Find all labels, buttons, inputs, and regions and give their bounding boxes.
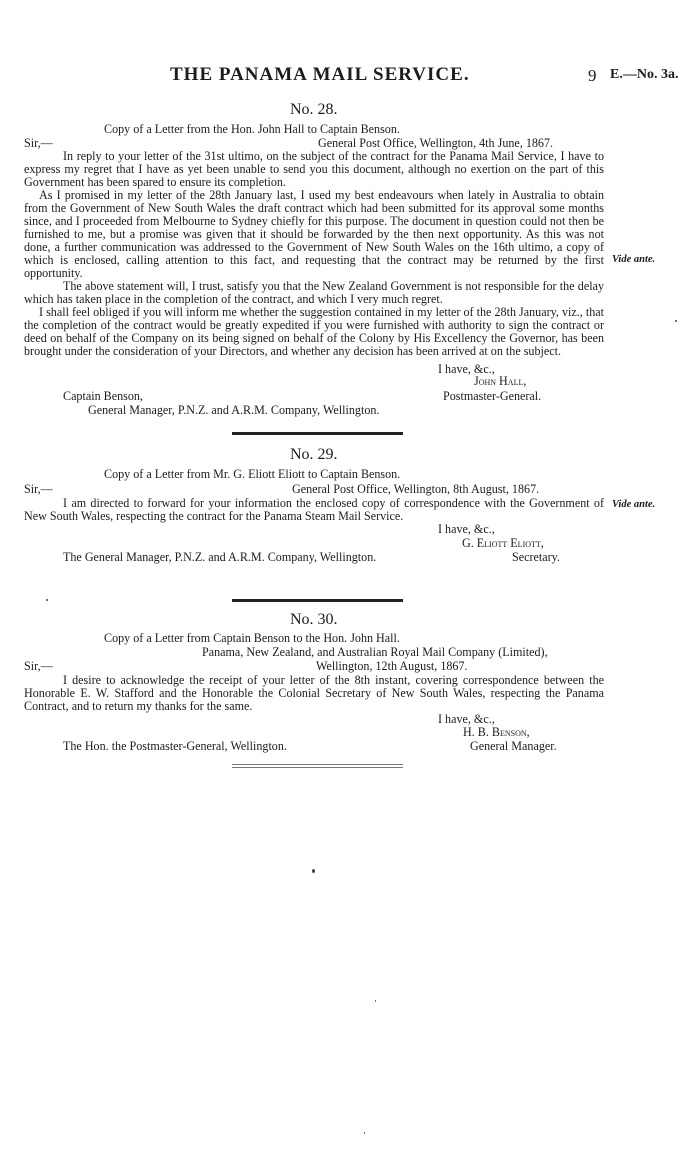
- scan-speck: [364, 1132, 365, 1134]
- addressee: General Manager, P.N.Z. and A.R.M. Company, Wellington.: [88, 403, 380, 417]
- addressee: The General Manager, P.N.Z. and A.R.M. Company, Wellington.: [63, 550, 377, 564]
- margin-note: Vide ante.: [612, 254, 656, 265]
- section-divider: [232, 599, 403, 602]
- letter-body: [24, 497, 604, 523]
- signature-title: Secretary.: [512, 550, 560, 564]
- signature-title: Postmaster-General.: [443, 389, 542, 403]
- letter-number: No. 29.: [290, 446, 338, 463]
- signature: John Hall,: [474, 374, 527, 388]
- end-rule: [232, 764, 403, 765]
- letter-caption: Copy of a Letter from Captain Benson to the Hon. John Hall.: [104, 631, 400, 645]
- section-divider: [232, 432, 403, 435]
- addressee: Captain Benson,: [63, 389, 143, 403]
- paragraph: I desire to acknowledge the receipt of your letter of the 8th instant, covering correspondence between the Honorable E. W. Stafford and the Honorable the Colonial Secretary of New South Wales, respecting the Panama Contract, and to return my thanks for the same.: [24, 673, 604, 713]
- signature: H. B. Benson,: [463, 725, 530, 739]
- scan-speck: [375, 1000, 376, 1002]
- paragraph: In reply to your letter of the 31st ultimo, on the subject of the contract for the Panama Mail Service, I have to express my regret that I have as yet been unable to send you this document, although no exertion on the part of this Government has been spared to ensure its completion.: [24, 149, 604, 189]
- scan-speck: [312, 869, 315, 873]
- place-date: General Post Office, Wellington, 4th June, 1867.: [318, 136, 554, 150]
- letter-caption: Copy of a Letter from Mr. G. Eliott Eliott to Captain Benson.: [104, 467, 401, 481]
- letter-number: No. 30.: [290, 611, 338, 628]
- page-number: 9: [588, 66, 597, 85]
- paragraph: As I promised in my letter of the 28th January last, I used my best endeavours when lately in Australia to obtain from the Government of New South Wales the draft contract which had been submitted for its approval some months since, and I proceeded from Melbourne to Sydney chiefly for this purpose. The document in question could not then be furnished to me, but a promise was given that it should be forwarded by the then next opportunity. As this was not done, a further communication was addressed to the Government of New South Wales on the 16th ultimo, a copy of which is enclosed, calling attention to this fact, and requesting that the contract may be returned by the first opportunity.: [24, 188, 604, 280]
- salutation: Sir,—: [24, 136, 53, 150]
- addressee: The Hon. the Postmaster-General, Wellington.: [63, 739, 287, 753]
- document-reference: E.—No. 3a.: [610, 67, 679, 82]
- closing: I have, &c.,: [438, 712, 495, 726]
- letter-body: [24, 150, 604, 358]
- end-rule: [232, 767, 403, 768]
- closing: I have, &c.,: [438, 522, 495, 536]
- company-name: Panama, New Zealand, and Australian Royal Mail Company (Limited),: [202, 645, 548, 659]
- letter-number: No. 28.: [290, 101, 338, 118]
- scan-speck: [675, 320, 677, 322]
- signature-title: General Manager.: [470, 739, 557, 753]
- place-date: Wellington, 12th August, 1867.: [316, 659, 468, 673]
- salutation: Sir,—: [24, 659, 53, 673]
- paragraph: I am directed to forward for your information the enclosed copy of correspondence with the Government of New South Wales, respecting the contract for the Panama Steam Mail Service.: [24, 496, 604, 523]
- letter-caption: Copy of a Letter from the Hon. John Hall to Captain Benson.: [104, 122, 400, 136]
- salutation: Sir,—: [24, 482, 53, 496]
- place-date: General Post Office, Wellington, 8th August, 1867.: [292, 482, 540, 496]
- paragraph: The above statement will, I trust, satisfy you that the New Zealand Government is not responsible for the delay which has taken place in the completion of the contract, and which I very much regret.: [24, 279, 604, 306]
- signature: G. Eliott Eliott,: [462, 536, 544, 550]
- letter-body: [24, 674, 604, 713]
- scan-speck: [46, 599, 48, 601]
- paragraph: I shall feel obliged if you will inform me whether the suggestion contained in my letter of the 28th January, viz., that the completion of the contract would be greatly expedited if you were furnished with authority to sign the contract or deed on behalf of the Company on its being signed on behalf of the Colony by His Excellency the Governor, has been brought under the consideration of your Directors, and whether any decision has been arrived at on the subject.: [24, 305, 604, 358]
- margin-note: Vide ante.: [612, 499, 656, 510]
- page-title: THE PANAMA MAIL SERVICE.: [170, 64, 470, 85]
- closing: I have, &c.,: [438, 362, 495, 376]
